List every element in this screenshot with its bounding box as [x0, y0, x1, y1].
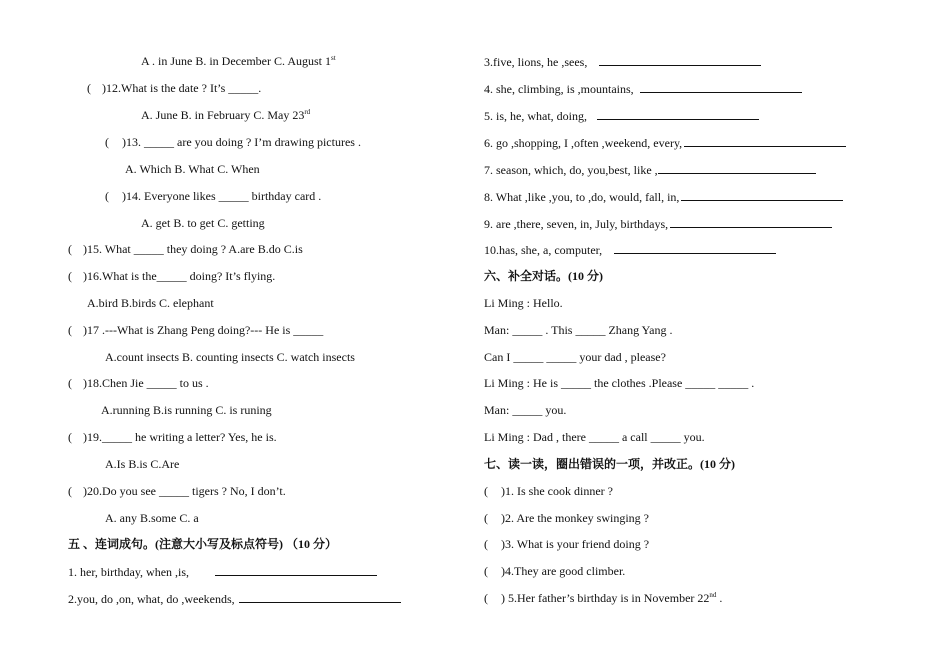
answer-paren[interactable]: (: [484, 537, 488, 551]
s5-item-1: 1. her, birthday, when ,is,: [68, 563, 377, 580]
answer-paren[interactable]: (: [105, 189, 109, 203]
q14-question: ( )14. Everyone likes _____ birthday card .: [105, 189, 322, 203]
section5-title: 五 、连词成句。(注意大小写及标点符号) （10 分）: [68, 537, 337, 551]
s5-item-3: 3.five, lions, he ,sees,: [484, 53, 761, 70]
dialog-line-6: Li Ming : Dad , there _____ a call _____ you.: [484, 430, 705, 444]
q13-options: A. Which B. What C. When: [125, 162, 260, 176]
s5-item-5: 5. is, he, what, doing,: [484, 107, 759, 124]
dialog-line-2: Man: _____ . This _____ Zhang Yang .: [484, 323, 673, 337]
answer-paren[interactable]: (: [68, 269, 72, 283]
q18-options: A.running B.is running C. is runing: [101, 403, 272, 417]
answer-blank[interactable]: [597, 107, 759, 120]
answer-paren[interactable]: (: [68, 242, 72, 256]
q17-options: A.count insects B. counting insects C. watch insects: [105, 350, 355, 364]
dialog-line-1: Li Ming : Hello.: [484, 296, 563, 310]
s5-item-2: 2.you, do ,on, what, do ,weekends,: [68, 590, 401, 607]
answer-paren[interactable]: (: [87, 81, 91, 95]
answer-paren[interactable]: (: [105, 135, 109, 149]
s5-item-8: 8. What ,like ,you, to ,do, would, fall, in,: [484, 188, 843, 205]
answer-paren[interactable]: (: [484, 484, 488, 498]
q20-question: ( )20.Do you see _____ tigers ? No, I don’t.: [68, 484, 286, 498]
answer-paren[interactable]: (: [484, 511, 488, 525]
answer-paren[interactable]: (: [484, 591, 488, 605]
error-item-3: ( )3. What is your friend doing ?: [484, 537, 650, 551]
error-item-5: ( ) 5.Her father’s birthday is in November 22nd .: [484, 591, 723, 605]
answer-blank[interactable]: [681, 188, 843, 201]
q17-question: ( )17 .---What is Zhang Peng doing?--- He is _____: [68, 323, 324, 337]
answer-paren[interactable]: (: [68, 430, 72, 444]
s5-item-10: 10.has, she, a, computer,: [484, 241, 776, 258]
answer-paren[interactable]: (: [68, 376, 72, 390]
answer-paren[interactable]: (: [68, 323, 72, 337]
q15-question: ( )15. What _____ they doing ? A.are B.do C.is: [68, 242, 303, 256]
s5-item-6: 6. go ,shopping, I ,often ,weekend, every,: [484, 134, 846, 151]
section7-title: 七、读一读，圈出错误的一项，并改正。(10 分): [484, 457, 735, 471]
answer-blank[interactable]: [599, 53, 761, 66]
q20-options: A. any B.some C. a: [105, 511, 199, 525]
answer-paren[interactable]: (: [484, 564, 488, 578]
q12-options: A. June B. in February C. May 23rd: [141, 108, 311, 122]
q16-question: ( )16.What is the_____ doing? It’s flying.: [68, 269, 276, 283]
q12-question: ( )12.What is the date ? It’s _____.: [87, 81, 262, 95]
q11-options: A . in June B. in December C. August 1st: [141, 54, 336, 68]
error-item-1: ( )1. Is she cook dinner ?: [484, 484, 613, 498]
q16-options: A.bird B.birds C. elephant: [87, 296, 214, 310]
answer-blank[interactable]: [614, 241, 776, 254]
s5-item-4: 4. she, climbing, is ,mountains,: [484, 80, 802, 97]
dialog-line-3: Can I _____ _____ your dad , please?: [484, 350, 666, 364]
error-item-2: ( )2. Are the monkey swinging ?: [484, 511, 649, 525]
answer-blank[interactable]: [670, 215, 832, 228]
answer-blank[interactable]: [215, 563, 377, 576]
s5-item-9: 9. are ,there, seven, in, July, birthdays,: [484, 215, 832, 232]
dialog-line-5: Man: _____ you.: [484, 403, 567, 417]
answer-blank[interactable]: [658, 161, 816, 174]
section6-title: 六、补全对话。(10 分): [484, 269, 603, 283]
s5-item-7: 7. season, which, do, you,best, like ,: [484, 161, 816, 178]
q18-question: ( )18.Chen Jie _____ to us .: [68, 376, 209, 390]
q14-options: A. get B. to get C. getting: [141, 216, 265, 230]
q19-options: A.Is B.is C.Are: [105, 457, 180, 471]
answer-blank[interactable]: [640, 80, 802, 93]
q19-question: ( )19._____ he writing a letter? Yes, he is.: [68, 430, 277, 444]
q13-question: ( )13. _____ are you doing ? I’m drawing pictures .: [105, 135, 361, 149]
answer-blank[interactable]: [239, 590, 401, 603]
answer-paren[interactable]: (: [68, 484, 72, 498]
answer-blank[interactable]: [684, 134, 846, 147]
error-item-4: ( )4.They are good climber.: [484, 564, 626, 578]
dialog-line-4: Li Ming : He is _____ the clothes .Please _____ _____ .: [484, 376, 755, 390]
